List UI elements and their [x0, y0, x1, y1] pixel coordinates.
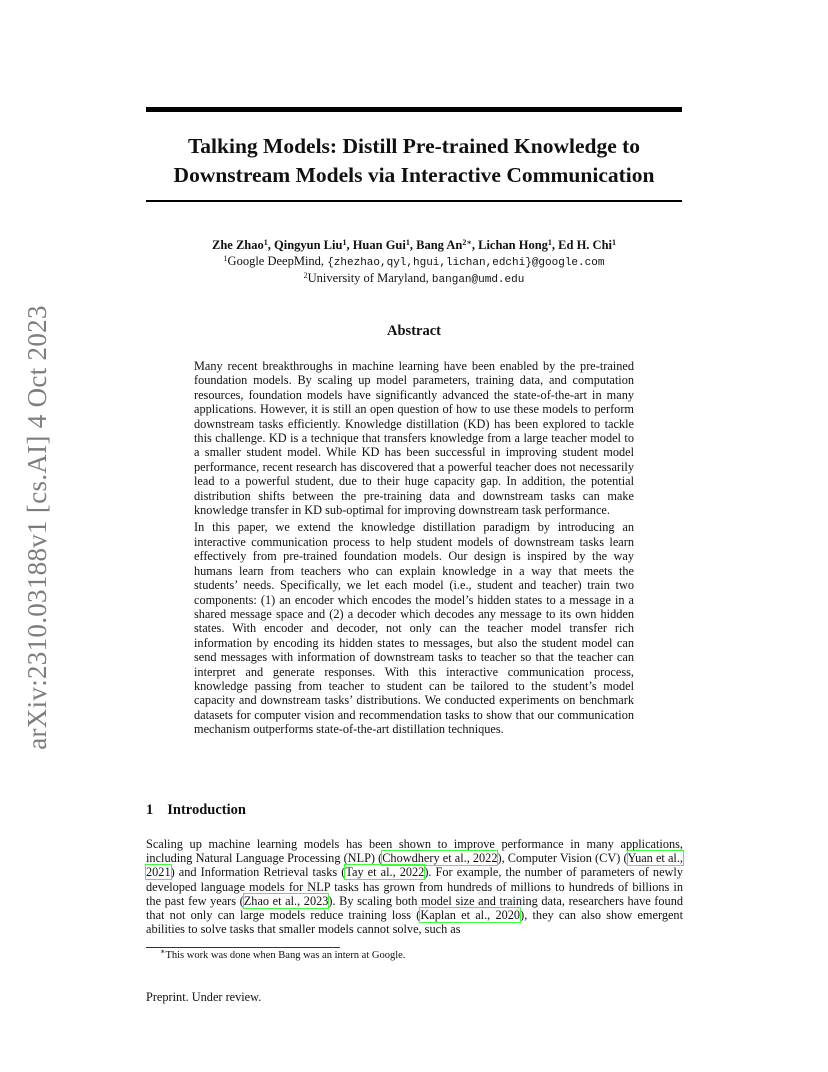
section-title: Introduction — [167, 802, 246, 818]
author-2: Qingyun Liu — [274, 238, 343, 252]
affiliation-1: $^1$Google DeepMind, {zhezhao,qyl,hgui,lichan,edchi}@google.com — [223, 253, 605, 269]
author-5: Lichan Hong — [478, 238, 548, 252]
citation-zhao-2023[interactable]: Zhao et al., 2023 — [243, 893, 329, 908]
citation-tay-2022[interactable]: Tay et al., 2022 — [345, 865, 425, 880]
arxiv-stamp-text: arXiv:2310.03188v1 [cs.AI] 4 Oct 2023 — [21, 304, 52, 750]
affiliation-2: $^2$University of Maryland, bangan@umd.edu — [303, 271, 525, 286]
author-6: Ed H. Chi — [558, 238, 613, 252]
footnote — [160, 947, 406, 961]
title-line-2: Downstream Models via Interactive Communication — [173, 163, 655, 187]
section-heading-introduction — [146, 802, 246, 819]
intro-paragraph: Scaling up machine learning models has been shown to improve performance in many applications, including Natural Language Processing (NLP) (Chowdhery et al., 2022), Computer Vision (CV) (Yuan et al., 2021) and Information Retrieval tasks (Tay et al., 2022). For example, the number of parameters of newly developed language models for NLP tasks has grown from hundreds of millions to hundreds of billions in the past few years (Zhao et al., 2023). By scaling both model size and training data, researchers have found that not only can large models reduce training loss (Kaplan et al., 2020), they can also show emergent abilities to solve tasks that smaller models cannot solve, such as — [146, 837, 683, 937]
section-number: 1 — [146, 802, 154, 818]
author-1: Zhe Zhao — [211, 238, 264, 252]
author-block — [146, 238, 682, 289]
title-bottom-rule — [146, 200, 682, 202]
footnote-mark: ∗ — [160, 947, 166, 956]
abstract-paragraph-1: Many recent breakthroughs in machine learning have been enabled by the pre-trained foundation models. By scaling up model parameters, training data, and computation resources, foundation models have significantly advanced the state-of-the-art in many applications. However, it is still an open question of how to use these models to perform downstream tasks efficiently. Knowledge distillation (KD) has been explored to tackle this challenge. KD is a technique that transfers knowledge from a large teacher model to a smaller student model. While KD has been successful in improving student model performance, recent research has discovered that a powerful teacher does not necessarily lead to a powerful student, due to their huge capacity gap. In addition, the potential distribution shifts between the pre-training data and downstream tasks can make knowledge transfer in KD sub-optimal for improving downstream task performance. — [194, 359, 634, 518]
title-top-rule — [146, 107, 682, 112]
abstract-paragraph-2: In this paper, we extend the knowledge distillation paradigm by introducing an interactive communication process to help student models of downstream tasks learn effectively from pre-trained foundation models. Our design is inspired by the way humans learn from teachers who can explain knowledge in a way that meets the students’ needs. Specifically, we let each model (i.e., student and teacher) train two components: (1) an encoder which encodes the model’s hidden states to a message in a shared message space and (2) a decoder which decodes any message to its own hidden states. With encoder and decoder, not only can the teacher model transfer rich information by encoding its hidden states to messages, but also the student model can send messages with information of downstream tasks to teacher so that the teacher can interpret and generate responses. With this interactive communication process, knowledge passing from teacher to student can be tailored to the student’s model capacity and downstream tasks’ distributions. We conducted experiments on benchmark datasets for computer vision and recommendation tasks to show that our communication mechanism outperforms state-of-the-art distillation techniques. — [194, 520, 634, 737]
paper-title — [146, 132, 682, 190]
citation-yuan-2021[interactable]: Yuan et al., 2021 — [146, 851, 683, 880]
citation-chowdhery-2022[interactable]: Chowdhery et al., 2022 — [382, 851, 498, 866]
abstract-heading: Abstract — [387, 323, 441, 339]
title-line-1: Talking Models: Distill Pre-trained Knowledge to — [187, 134, 641, 158]
affiliation-1-email: {zhezhao,qyl,hgui,lichan,edchi}@google.com — [327, 256, 605, 269]
abstract-body — [194, 359, 634, 737]
footnote-text: This work was done when Bang was an intern at Google. — [165, 950, 406, 961]
footnote-rule — [146, 947, 340, 948]
citation-kaplan-2020[interactable]: Kaplan et al., 2020 — [420, 908, 521, 923]
introduction-body — [146, 837, 683, 936]
author-3: Huan Gui — [352, 238, 406, 252]
author-4: Bang An — [416, 238, 463, 252]
author-names: Zhe Zhao$^1$, Qingyun Liu$^1$, Huan Gui$^1$, Bang $An^{2∗}$, Lichan Hong$^1$, Ed H. Chi$^1$ — [211, 238, 617, 252]
arxiv-stamp — [10, 302, 64, 752]
page-footer: Preprint. Under review. — [146, 990, 262, 1004]
affiliation-2-email: bangan@umd.edu — [431, 274, 525, 286]
